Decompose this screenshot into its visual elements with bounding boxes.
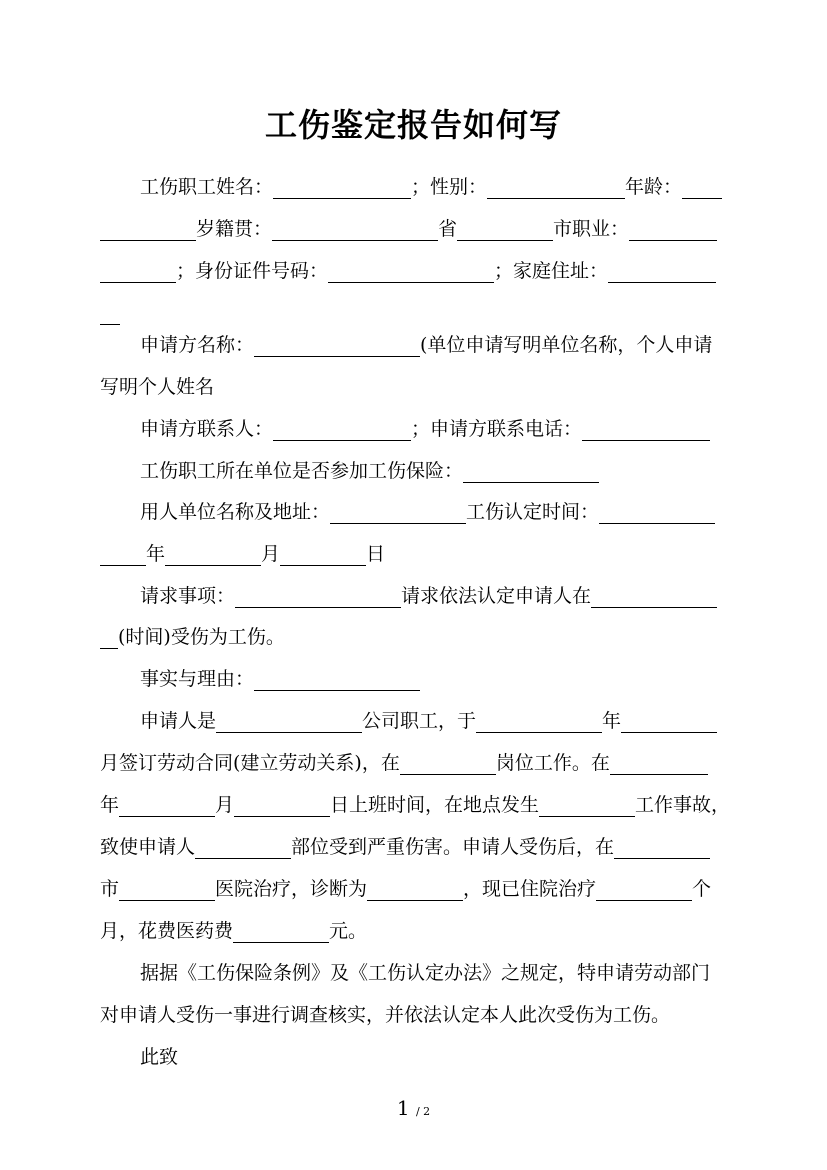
blank-contact-person[interactable] (273, 414, 411, 441)
text-line (100, 533, 730, 575)
text-line (140, 1036, 730, 1078)
label-employer: 用人单位名称及地址： (140, 501, 331, 523)
closing-text: 此致 (140, 1046, 179, 1068)
applicant-note: (单位申请写明单位名称，个人申请 (420, 334, 713, 356)
blank-contract-month[interactable] (621, 706, 717, 733)
blank-occupation-cont[interactable] (100, 256, 176, 283)
blank-worker-name[interactable] (273, 172, 411, 199)
blank-age-cont[interactable] (100, 214, 196, 241)
blank-injury-part[interactable] (195, 832, 291, 859)
blank-request-place[interactable] (591, 581, 717, 608)
facts-text: 部位受到严重伤害。申请人受伤后，在 (291, 836, 615, 858)
basis-text: 据据《工伤保险条例》及《工伤认定办法》之规定，特申请劳动部门 (140, 962, 711, 984)
text-line (100, 868, 730, 910)
blank-employer[interactable] (330, 497, 466, 524)
blank-address-cont[interactable] (100, 298, 120, 325)
text-line (100, 250, 730, 292)
text-line (140, 952, 730, 994)
request-text-cont: (时间)受伤为工伤。 (118, 626, 285, 648)
page-number (0, 1096, 827, 1120)
facts-text: 医院治疗，诊断为 (215, 878, 368, 900)
label-occupation: 市职业： (553, 218, 630, 240)
label-year: 年 (146, 543, 166, 565)
facts-text: 致使申请人 (100, 836, 196, 858)
text-line (100, 826, 730, 868)
text-line (140, 491, 730, 533)
blank-contact-phone[interactable] (582, 414, 710, 441)
blank-day[interactable] (280, 539, 366, 566)
label-gender: ；性别： (411, 176, 488, 198)
blank-hospital[interactable] (119, 874, 215, 901)
text-line (100, 742, 730, 784)
facts-text: 月 (215, 794, 235, 816)
facts-text: 月，花费医药费 (100, 920, 234, 942)
label-request: 请求事项： (140, 585, 236, 607)
blank-insurance[interactable] (463, 456, 599, 483)
label-day: 日 (366, 543, 386, 565)
blank-determination-time[interactable] (599, 497, 715, 524)
request-text: 请求依法认定申请人在 (401, 585, 592, 607)
label-contact-person: 申请方联系人： (140, 418, 274, 440)
label-native-place: 岁籍贯： (196, 218, 273, 240)
page-total: / 2 (415, 1105, 431, 1118)
basis-text-cont: 对申请人受伤一事进行调查核实，并依法认定本人此次受伤为工伤。 (100, 1004, 671, 1026)
facts-text: 工作事故， (635, 794, 731, 816)
blank-month[interactable] (165, 539, 261, 566)
blank-id-number[interactable] (328, 256, 494, 283)
blank-medical-cost[interactable] (233, 916, 329, 943)
blank-province[interactable] (457, 214, 553, 241)
text-line (140, 658, 730, 700)
text-line (100, 910, 730, 952)
blank-diagnosis[interactable] (367, 874, 463, 901)
blank-gender[interactable] (487, 172, 625, 199)
label-applicant-name: 申请方名称： (140, 334, 255, 356)
text-line (140, 575, 730, 617)
applicant-note-cont: 写明个人姓名 (100, 376, 215, 398)
blank-address[interactable] (608, 256, 716, 283)
text-line (140, 700, 730, 742)
blank-request[interactable] (235, 581, 401, 608)
facts-text: 月签订劳动合同(建立劳动关系)，在 (100, 752, 400, 774)
blank-post[interactable] (400, 748, 496, 775)
document-title: 工伤鉴定报告如何写 (264, 106, 562, 144)
blank-age[interactable] (682, 172, 722, 199)
text-line (100, 616, 730, 658)
blank-company[interactable] (216, 706, 362, 733)
facts-text: 年 (602, 710, 622, 732)
facts-text: 个 (692, 878, 712, 900)
text-line (100, 366, 730, 408)
facts-text: 公司职工，于 (362, 710, 477, 732)
label-facts: 事实与理由： (140, 668, 255, 690)
label-contact-phone: ；申请方联系电话： (411, 418, 583, 440)
blank-contract-year[interactable] (476, 706, 602, 733)
text-line (100, 784, 730, 826)
facts-text: 元。 (329, 920, 368, 942)
text-line (140, 324, 730, 366)
text-line (100, 208, 730, 250)
blank-facts[interactable] (254, 664, 420, 691)
text-line (140, 408, 730, 450)
facts-text: 年 (100, 794, 120, 816)
blank-request-time[interactable] (100, 622, 118, 649)
blank-applicant-name[interactable] (254, 330, 420, 357)
facts-text: ，现已住院治疗 (463, 878, 597, 900)
label-age: 年龄： (625, 176, 683, 198)
label-determination-time: 工伤认定时间： (466, 501, 600, 523)
label-id-number: ；身份证件号码： (176, 260, 329, 282)
facts-text: 市 (100, 878, 120, 900)
label-month: 月 (261, 543, 281, 565)
label-province: 省 (438, 218, 458, 240)
facts-text: 申请人是 (140, 710, 217, 732)
blank-native-place[interactable] (272, 214, 438, 241)
text-line (140, 450, 730, 492)
page-current: 1 (396, 1096, 410, 1120)
label-insurance: 工伤职工所在单位是否参加工伤保险： (140, 460, 464, 482)
blank-accident-day[interactable] (234, 790, 330, 817)
facts-text: 岗位工作。在 (495, 752, 610, 774)
blank-accident-year[interactable] (610, 748, 708, 775)
blank-hospital-city[interactable] (614, 832, 710, 859)
label-address: ；家庭住址： (494, 260, 609, 282)
blank-year[interactable] (100, 539, 146, 566)
label-worker-name: 工伤职工姓名： (140, 176, 274, 198)
blank-hospital-months[interactable] (596, 874, 692, 901)
blank-occupation[interactable] (629, 214, 717, 241)
blank-accident-type[interactable] (539, 790, 635, 817)
facts-text: 日上班时间，在地点发生 (330, 794, 540, 816)
text-line (140, 166, 730, 208)
blank-accident-month[interactable] (119, 790, 215, 817)
text-line (100, 994, 730, 1036)
